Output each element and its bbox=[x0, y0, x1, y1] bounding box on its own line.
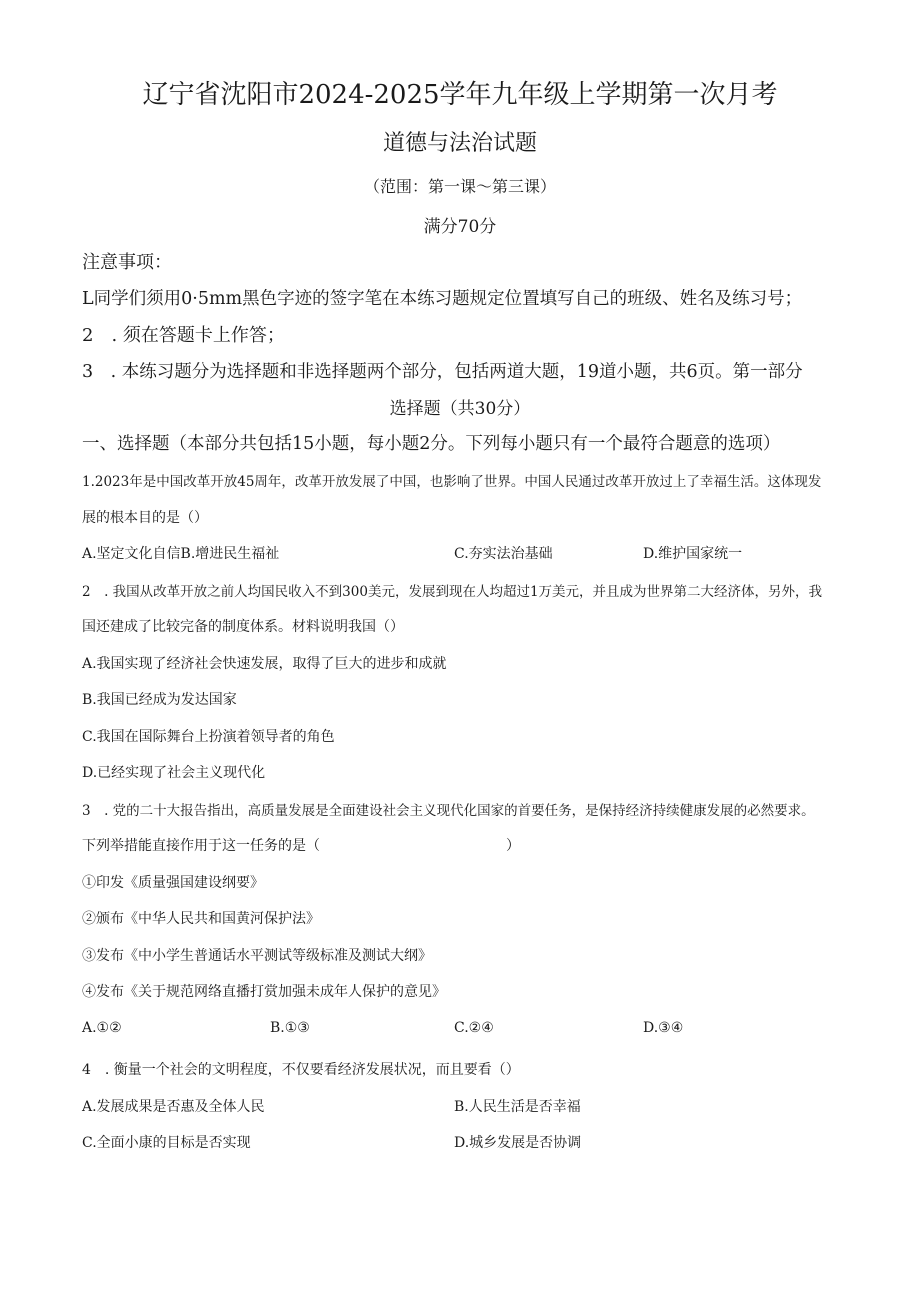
q3-item-3: ③发布《中小学生普通话水平测试等级标准及测试大纲》 bbox=[82, 948, 432, 964]
notes-heading: 注意事项： bbox=[82, 252, 172, 273]
q1-option-c: C.夯实法治基础 bbox=[454, 546, 553, 562]
q2-option-c: C.我国在国际舞台上扮演着领导者的角色 bbox=[82, 729, 335, 745]
q3-line1: 3 . 党的二十大报告指出，高质量发展是全面建设社会主义现代化国家的首要任务，是保持经济持续健康发展的必然要求。 bbox=[82, 803, 815, 819]
q1-option-ab: A.坚定文化自信B.增进民生福祉 bbox=[82, 546, 280, 562]
q2-line2: 国还建成了比较完备的制度体系。材料说明我国（） bbox=[82, 619, 404, 635]
q3-option-c: C.②④ bbox=[454, 1020, 494, 1036]
part1-heading: 选择题（共30分） bbox=[389, 399, 531, 419]
q4-option-d: D.城乡发展是否协调 bbox=[454, 1135, 582, 1151]
scope-text: （范围：第一课～第三课） bbox=[363, 177, 556, 196]
q3-item-4: ④发布《关于规范网络直播打赏加强未成年人保护的意见》 bbox=[82, 984, 446, 1000]
q3-option-a: A.①② bbox=[82, 1020, 122, 1036]
q4-option-b: B.人民生活是否幸福 bbox=[454, 1099, 581, 1115]
q4-line1: 4 . 衡量一个社会的文明程度，不仅要看经济发展状况，而且要看（） bbox=[82, 1062, 520, 1078]
q4-option-a: A.发展成果是否惠及全体人民 bbox=[82, 1099, 265, 1115]
q3-line2: 下列举措能直接作用于这一任务的是（ bbox=[82, 838, 320, 854]
q3-option-d: D.③④ bbox=[643, 1020, 684, 1036]
q2-option-d: D.已经实现了社会主义现代化 bbox=[82, 765, 266, 781]
q2-option-a: A.我国实现了经济社会快速发展，取得了巨大的进步和成就 bbox=[82, 656, 447, 672]
q2-line1: 2 . 我国从改革开放之前人均国民收入不到300美元，发展到现在人均超过1万美元，并且成为世界第二大经济体，另外，我 bbox=[82, 584, 823, 600]
section-heading: 一、选择题（本部分共包括15小题，每小题2分。下列每小题只有一个最符合题意的选项） bbox=[82, 434, 781, 454]
note-item-3: 3 . 本练习题分为选择题和非选择题两个部分，包括两道大题，19道小题，共6页。第一部分 bbox=[82, 362, 803, 382]
full-score: 满分70分 bbox=[423, 217, 497, 237]
subject-title: 道德与法治试题 bbox=[382, 131, 537, 156]
q3-item-2: ②颁布《中华人民共和国黄河保护法》 bbox=[82, 911, 320, 927]
q4-option-c: C.全面小康的目标是否实现 bbox=[82, 1135, 251, 1151]
note-item-1: L同学们须用0·5mm黑色字迹的签字笔在本练习题规定位置填写自己的班级、姓名及练习号； bbox=[82, 289, 803, 309]
q2-option-b: B.我国已经成为发达国家 bbox=[82, 692, 237, 708]
q3-item-1: ①印发《质量强国建设纲要》 bbox=[82, 875, 264, 891]
q1-line1: 1.2023年是中国改革开放45周年，改革开放发展了中国，也影响了世界。中国人民通过改革开放过上了幸福生活。这体现发 bbox=[82, 474, 822, 490]
exam-title: 辽宁省沈阳市2024-2025学年九年级上学期第一次月考 bbox=[142, 80, 778, 110]
q1-line2: 展的根本目的是（） bbox=[82, 510, 208, 526]
note-item-2: 2 . 须在答题卡上作答； bbox=[82, 325, 285, 346]
q3-option-b: B.①③ bbox=[270, 1020, 310, 1036]
q3-line2-close: ） bbox=[506, 838, 520, 854]
q1-option-d: D.维护国家统一 bbox=[643, 546, 743, 562]
